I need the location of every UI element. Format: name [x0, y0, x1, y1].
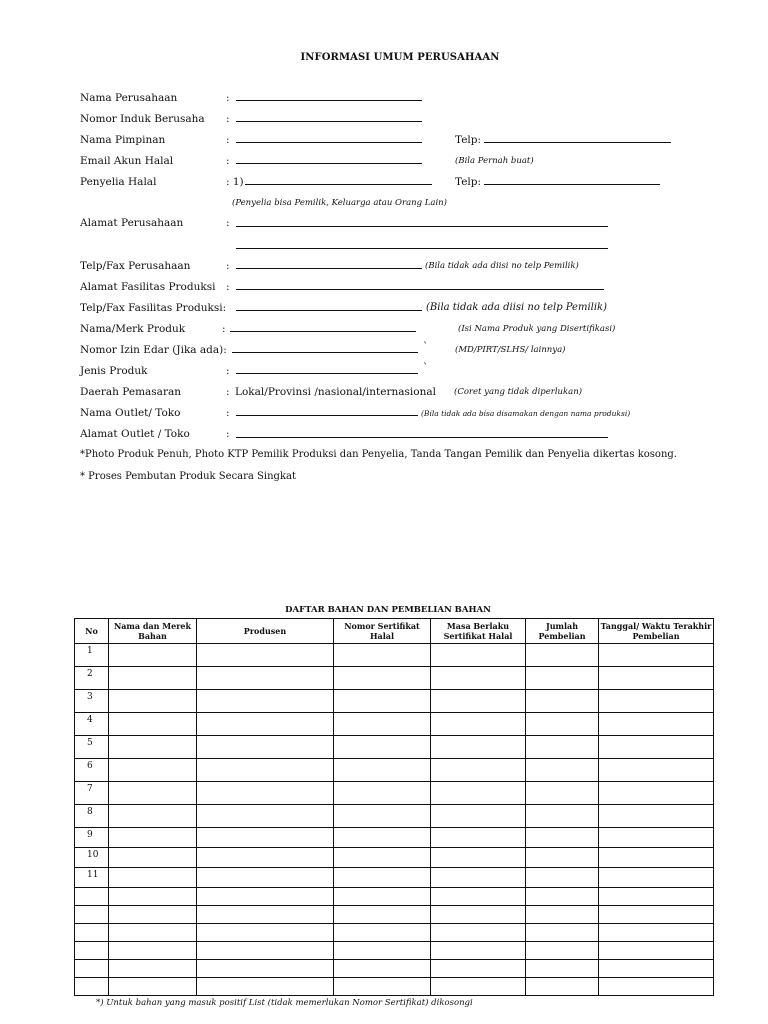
- colon: :: [226, 260, 230, 272]
- table-cell[interactable]: [599, 924, 714, 942]
- label-telp-penyelia: Telp:: [455, 176, 482, 188]
- table-row: [75, 978, 714, 996]
- colon: :: [226, 428, 230, 440]
- label-telp-pimpinan: Telp:: [455, 134, 482, 146]
- table-cell[interactable]: [334, 782, 431, 805]
- table-cell[interactable]: [75, 924, 109, 942]
- table-cell[interactable]: [599, 736, 714, 759]
- table-cell[interactable]: [109, 848, 197, 868]
- table-cell[interactable]: [109, 924, 197, 942]
- header-masa-berlaku: Masa Berlaku Sertifikat Halal: [431, 619, 526, 644]
- table-cell[interactable]: [197, 868, 334, 888]
- penyelia-halal-field[interactable]: [245, 184, 432, 185]
- table-cell[interactable]: [334, 978, 431, 996]
- table-cell[interactable]: [334, 906, 431, 924]
- note-penyelia: (Penyelia bisa Pemilik, Keluarga atau Orang Lain): [232, 198, 447, 208]
- table-cell[interactable]: [75, 906, 109, 924]
- table-cell[interactable]: [334, 736, 431, 759]
- alamat-fasilitas-field[interactable]: [236, 289, 604, 290]
- label-penyelia-halal: Penyelia Halal: [80, 176, 157, 188]
- header-no: No: [75, 619, 109, 644]
- table-cell[interactable]: [334, 644, 431, 667]
- email-akun-field[interactable]: [236, 163, 422, 164]
- telp-penyelia-field[interactable]: [484, 184, 660, 185]
- table-cell[interactable]: [197, 805, 334, 828]
- table-cell[interactable]: [109, 782, 197, 805]
- table-cell[interactable]: [526, 667, 599, 690]
- table-cell[interactable]: [599, 942, 714, 960]
- row-number: 1: [75, 644, 109, 667]
- label-nama-merk: Nama/Merk Produk: [80, 323, 186, 335]
- table-cell[interactable]: [109, 690, 197, 713]
- row-number: 9: [75, 828, 109, 848]
- table-cell[interactable]: [197, 978, 334, 996]
- table-cell[interactable]: [109, 713, 197, 736]
- alamat-perusahaan-field[interactable]: [236, 226, 608, 227]
- table-cell[interactable]: [334, 759, 431, 782]
- header-nama-bahan: Nama dan Merek Bahan: [109, 619, 197, 644]
- colon: :: [226, 386, 230, 398]
- table-cell[interactable]: [197, 736, 334, 759]
- table-row: [75, 644, 714, 667]
- table-cell[interactable]: [599, 828, 714, 848]
- row-number: 4: [75, 713, 109, 736]
- table-cell[interactable]: [109, 828, 197, 848]
- table-cell[interactable]: [334, 924, 431, 942]
- table-cell[interactable]: [75, 888, 109, 906]
- table-cell[interactable]: [334, 690, 431, 713]
- table-cell[interactable]: [431, 759, 526, 782]
- table-row: [75, 848, 714, 868]
- table-row: [75, 805, 714, 828]
- table-cell[interactable]: [526, 888, 599, 906]
- table-cell[interactable]: [526, 924, 599, 942]
- backtick: `: [423, 362, 429, 374]
- colon: :: [226, 217, 230, 229]
- note-telp-perusahaan: (Bila tidak ada diisi no telp Pemilik): [425, 261, 579, 271]
- note-email: (Bila Pernah buat): [455, 156, 534, 166]
- table-row: [75, 942, 714, 960]
- table-cell[interactable]: [599, 848, 714, 868]
- table-cell[interactable]: [431, 848, 526, 868]
- row-number: 5: [75, 736, 109, 759]
- table-cell[interactable]: [599, 868, 714, 888]
- table-row: [75, 690, 714, 713]
- alamat-outlet-field[interactable]: [236, 437, 608, 438]
- table-cell[interactable]: [109, 805, 197, 828]
- label-alamat-fasilitas: Alamat Fasilitas Produksi: [80, 281, 216, 293]
- header-nomor-sertifikat: Nomor Sertifikat Halal: [334, 619, 431, 644]
- table-cell[interactable]: [599, 906, 714, 924]
- table-cell[interactable]: [599, 713, 714, 736]
- table-cell[interactable]: [431, 782, 526, 805]
- row-number: 2: [75, 667, 109, 690]
- table-cell[interactable]: [431, 805, 526, 828]
- note-outlet: (Bila tidak ada bisa disamakan dengan nama produksi): [421, 409, 631, 418]
- table-cell[interactable]: [109, 906, 197, 924]
- table-cell[interactable]: [197, 924, 334, 942]
- daerah-pemasaran-value: Lokal/Provinsi /nasional/internasional: [235, 386, 436, 398]
- note-nama-merk: (Isi Nama Produk yang Disertifikasi): [458, 324, 616, 334]
- table-cell[interactable]: [431, 888, 526, 906]
- table-row: [75, 713, 714, 736]
- colon: :: [226, 365, 230, 377]
- penyelia-number: : 1): [226, 176, 244, 188]
- page-title: INFORMASI UMUM PERUSAHAAN: [300, 52, 500, 63]
- table-row: [75, 667, 714, 690]
- row-number: 3: [75, 690, 109, 713]
- table-cell[interactable]: [599, 888, 714, 906]
- table-cell[interactable]: [334, 713, 431, 736]
- table-cell[interactable]: [109, 978, 197, 996]
- nama-outlet-field[interactable]: [236, 415, 418, 416]
- table-cell[interactable]: [75, 960, 109, 978]
- label-jenis-produk: Jenis Produk: [80, 365, 148, 377]
- colon: :: [226, 281, 230, 293]
- label-nama-pimpinan: Nama Pimpinan: [80, 134, 166, 146]
- table-cell[interactable]: [431, 644, 526, 667]
- table-row: [75, 759, 714, 782]
- table-cell[interactable]: [599, 759, 714, 782]
- table-cell[interactable]: [334, 888, 431, 906]
- nomor-induk-field[interactable]: [236, 121, 422, 122]
- table-cell[interactable]: [109, 942, 197, 960]
- table-row: [75, 736, 714, 759]
- table-cell[interactable]: [431, 690, 526, 713]
- label-alamat-outlet: Alamat Outlet / Toko: [80, 428, 190, 440]
- table-cell[interactable]: [526, 828, 599, 848]
- table-cell[interactable]: [526, 942, 599, 960]
- table-cell[interactable]: [526, 782, 599, 805]
- table-cell[interactable]: [599, 667, 714, 690]
- table-cell[interactable]: [109, 888, 197, 906]
- table-cell[interactable]: [526, 868, 599, 888]
- colon: :: [226, 134, 230, 146]
- table-cell[interactable]: [197, 942, 334, 960]
- table-title: DAFTAR BAHAN DAN PEMBELIAN BAHAN: [285, 605, 491, 615]
- header-tanggal: Tanggal/ Waktu Terakhir Pembelian: [599, 619, 714, 644]
- colon: :: [226, 92, 230, 104]
- header-produsen: Produsen: [197, 619, 334, 644]
- table-cell[interactable]: [526, 906, 599, 924]
- colon: :: [226, 113, 230, 125]
- table-cell[interactable]: [526, 644, 599, 667]
- telp-pimpinan-field[interactable]: [484, 142, 671, 143]
- note-nomor-izin: (MD/PIRT/SLHS/ lainnya): [455, 345, 566, 355]
- table-row: [75, 924, 714, 942]
- table-cell[interactable]: [526, 805, 599, 828]
- table-cell[interactable]: [197, 906, 334, 924]
- table-row: [75, 906, 714, 924]
- table-cell[interactable]: [431, 960, 526, 978]
- table-cell[interactable]: [431, 906, 526, 924]
- table-cell[interactable]: [431, 942, 526, 960]
- colon: :: [222, 323, 226, 335]
- table-cell[interactable]: [431, 828, 526, 848]
- table-cell[interactable]: [197, 759, 334, 782]
- colon: :: [226, 155, 230, 167]
- table-cell[interactable]: [75, 978, 109, 996]
- table-cell[interactable]: [599, 690, 714, 713]
- table-cell[interactable]: [526, 978, 599, 996]
- label-nomor-induk: Nomor Induk Berusaha: [80, 113, 205, 125]
- label-nama-outlet: Nama Outlet/ Toko: [80, 407, 181, 419]
- telp-perusahaan-field[interactable]: [236, 268, 422, 269]
- table-cell[interactable]: [109, 759, 197, 782]
- table-cell[interactable]: [599, 782, 714, 805]
- header-jumlah: Jumlah Pembelian: [526, 619, 599, 644]
- table-cell[interactable]: [197, 782, 334, 805]
- note-photo: *Photo Produk Penuh, Photo KTP Pemilik Produksi dan Penyelia, Tanda Tangan Pemilik dan Penyelia dikertas kosong.: [80, 449, 677, 460]
- label-daerah-pemasaran: Daerah Pemasaran: [80, 386, 181, 398]
- note-proses: * Proses Pembutan Produk Secara Singkat: [80, 471, 296, 482]
- table-cell[interactable]: [109, 667, 197, 690]
- table-cell[interactable]: [334, 805, 431, 828]
- table-cell[interactable]: [431, 924, 526, 942]
- table-cell[interactable]: [334, 667, 431, 690]
- row-number: 10: [75, 848, 109, 868]
- note-telp-fasilitas: (Bila tidak ada diisi no telp Pemilik): [426, 302, 608, 313]
- table-cell[interactable]: [109, 644, 197, 667]
- daftar-bahan-table: [74, 618, 714, 996]
- table-cell[interactable]: [334, 868, 431, 888]
- table-cell[interactable]: [431, 713, 526, 736]
- table-cell[interactable]: [197, 644, 334, 667]
- row-number: 7: [75, 782, 109, 805]
- table-cell[interactable]: [197, 667, 334, 690]
- colon: :: [226, 407, 230, 419]
- table-cell[interactable]: [75, 942, 109, 960]
- table-row: [75, 960, 714, 978]
- table-cell[interactable]: [109, 868, 197, 888]
- table-cell[interactable]: [431, 736, 526, 759]
- table-cell[interactable]: [526, 736, 599, 759]
- table-row: [75, 828, 714, 848]
- table-cell[interactable]: [334, 942, 431, 960]
- table-cell[interactable]: [526, 713, 599, 736]
- label-nomor-izin: Nomor Izin Edar (Jika ada):: [80, 344, 227, 356]
- label-telp-perusahaan: Telp/Fax Perusahaan: [80, 260, 191, 272]
- table-row: [75, 888, 714, 906]
- table-cell[interactable]: [334, 848, 431, 868]
- jenis-produk-field[interactable]: [236, 373, 418, 374]
- table-cell[interactable]: [109, 736, 197, 759]
- table-cell[interactable]: [197, 828, 334, 848]
- table-cell[interactable]: [526, 759, 599, 782]
- table-cell[interactable]: [197, 713, 334, 736]
- table-cell[interactable]: [526, 960, 599, 978]
- table-cell[interactable]: [431, 667, 526, 690]
- backtick: `: [423, 341, 429, 353]
- label-telp-fasilitas: Telp/Fax Fasilitas Produksi:: [80, 302, 227, 314]
- label-email-akun: Email Akun Halal: [80, 155, 174, 167]
- table-cell[interactable]: [599, 960, 714, 978]
- table-cell[interactable]: [526, 848, 599, 868]
- row-number: 11: [75, 868, 109, 888]
- table-cell[interactable]: [599, 805, 714, 828]
- label-nama-perusahaan: Nama Perusahaan: [80, 92, 178, 104]
- note-daerah: (Coret yang tidak diperlukan): [454, 387, 583, 397]
- nomor-izin-field[interactable]: [232, 352, 418, 353]
- table-cell[interactable]: [334, 828, 431, 848]
- table-cell[interactable]: [197, 848, 334, 868]
- table-cell[interactable]: [109, 960, 197, 978]
- table-cell[interactable]: [197, 888, 334, 906]
- table-cell[interactable]: [599, 978, 714, 996]
- footnote: *) Untuk bahan yang masuk positif List (tidak memerlukan Nomor Sertifikat) dikosongi: [96, 998, 473, 1008]
- label-alamat-perusahaan: Alamat Perusahaan: [80, 217, 184, 229]
- table-row: [75, 868, 714, 888]
- table-cell[interactable]: [197, 690, 334, 713]
- row-number: 6: [75, 759, 109, 782]
- table-cell[interactable]: [334, 960, 431, 978]
- nama-pimpinan-field[interactable]: [236, 142, 422, 143]
- table-cell[interactable]: [526, 690, 599, 713]
- table-cell[interactable]: [431, 868, 526, 888]
- table-cell[interactable]: [197, 960, 334, 978]
- table-cell[interactable]: [599, 644, 714, 667]
- table-row: [75, 782, 714, 805]
- nama-merk-field[interactable]: [230, 331, 416, 332]
- table-cell[interactable]: [431, 978, 526, 996]
- nama-perusahaan-field[interactable]: [236, 100, 422, 101]
- row-number: 8: [75, 805, 109, 828]
- alamat-perusahaan-field-2[interactable]: [236, 248, 608, 249]
- telp-fasilitas-field[interactable]: [236, 310, 422, 311]
